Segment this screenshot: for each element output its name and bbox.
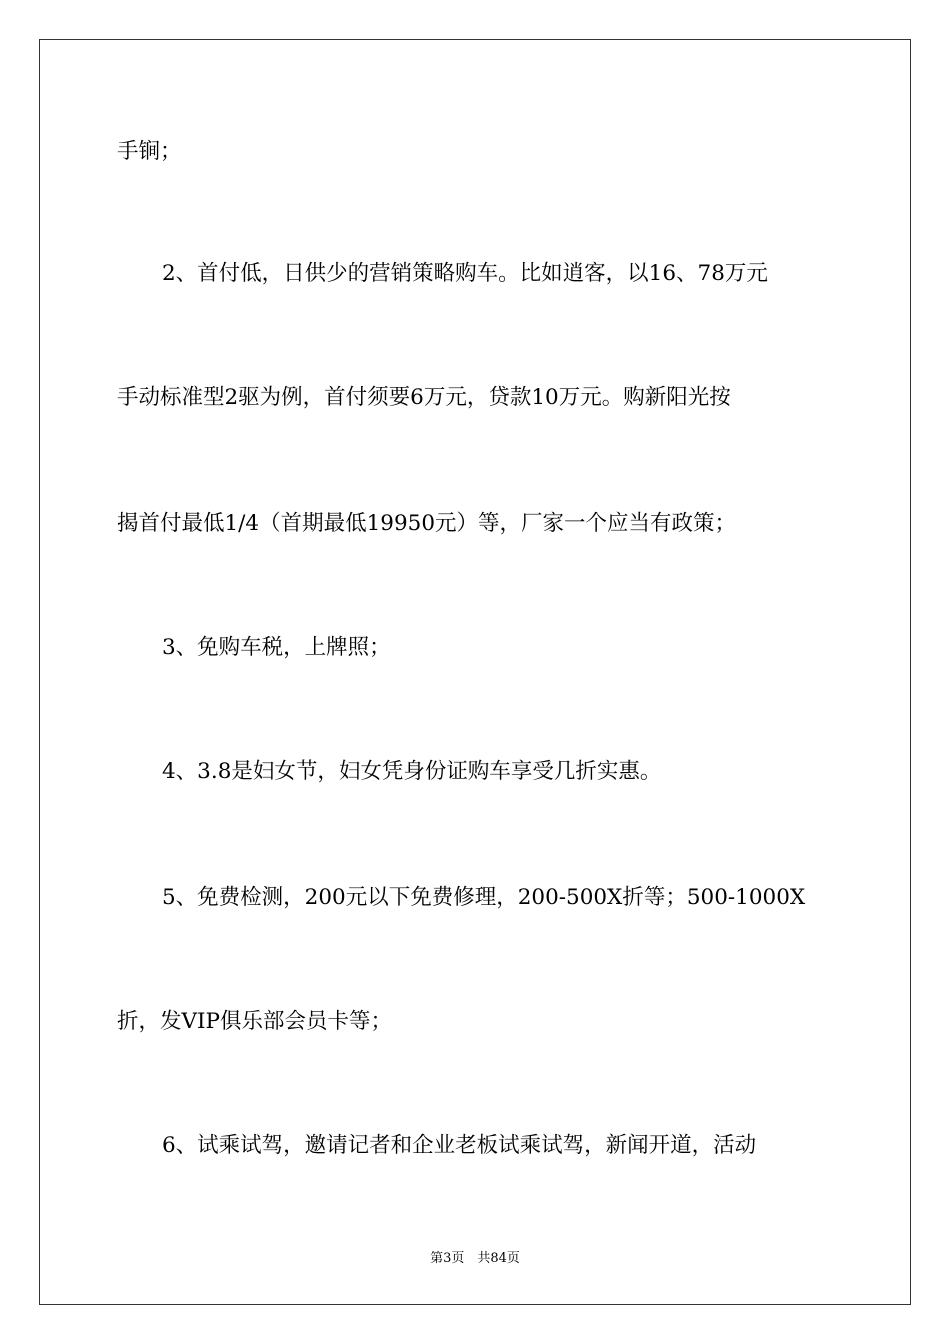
text-line-9: 6、试乘试驾，邀请记者和企业老板试乘试驾，新闻开道，活动 [162, 1133, 757, 1158]
page-border [39, 39, 911, 1305]
text-line-3: 手动标准型2驱为例，首付须要6万元，贷款10万元。购新阳光按 [117, 385, 731, 410]
text-line-2: 2、首付低，日供少的营销策略购车。比如逍客，以16、78万元 [162, 261, 768, 286]
text-line-6: 4、3.8是妇女节，妇女凭身份证购车享受几折实惠。 [162, 759, 662, 784]
text-line-5: 3、免购车税，上牌照； [162, 635, 391, 660]
page-number: 第3页 共84页 [430, 1251, 520, 1266]
text-line-8: 折，发VIP俱乐部会员卡等； [117, 1009, 392, 1034]
text-line-7: 5、免费检测，200元以下免费修理，200-500X折等；500-1000X [162, 885, 806, 910]
text-line-4: 揭首付最低1/4（首期最低19950元）等，厂家一个应当有政策； [117, 511, 736, 536]
text-line-1: 手锏； [117, 139, 182, 164]
